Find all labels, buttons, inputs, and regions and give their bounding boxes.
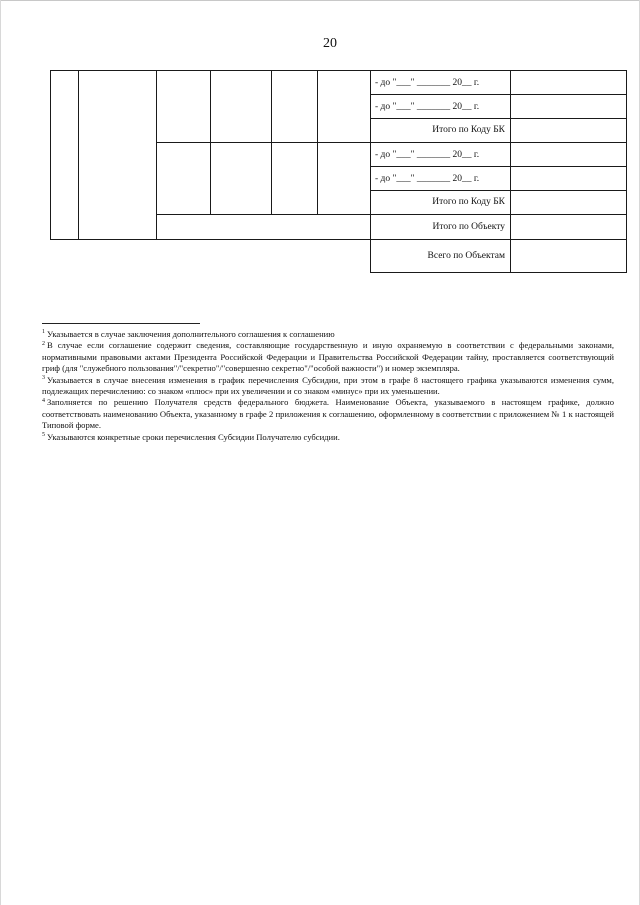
page-number: 20 <box>323 36 337 51</box>
footnote-marker: 1 <box>42 329 45 336</box>
total-by-bk-cell: Итого по Коду БК <box>432 125 505 135</box>
period-cell: - до "___" _______ 20__ г. <box>375 102 480 112</box>
footnote-text: Заполняется по решению Получателя средств федерального бюджета. Наименование Объекта, указываемого в настоящем графике, должно соответствовать наименованию Объекта, указанному в графе 2 приложения к соглашению, оформленному в соответствии с приложением № 1 к настоящей Типовой форме. <box>42 397 614 431</box>
period-cell: - до "___" _______ 20__ г. <box>375 174 480 184</box>
total-by-bk-cell: Итого по Коду БК <box>432 197 505 207</box>
total-all-objects-cell: Всего по Объектам <box>427 251 505 261</box>
footnotes <box>42 329 614 443</box>
footnote-marker: 5 <box>42 431 45 438</box>
footnote-text: В случае если соглашение содержит сведения, составляющие государственную и иную охраняемую в соответствии с федеральными законами, нормативными правовыми актами Президента Российской Федерации и Правительства Российской Федерации тайну, проставляется соответствующий гриф (для "служебного пользования"/"секретно"/"совершенно секретно"/"особой важности") и номер экземпляра. <box>42 340 614 374</box>
footnote <box>42 329 614 340</box>
footnote-text: Указывается в случае заключения дополнительного соглашения к соглашению <box>47 329 335 339</box>
footnote-marker: 2 <box>42 340 45 347</box>
total-by-object-cell: Итого по Объекту <box>432 222 505 232</box>
footnote <box>42 397 614 431</box>
footnote <box>42 432 614 443</box>
footnote-marker: 3 <box>42 374 45 381</box>
footnote-marker: 4 <box>42 397 45 404</box>
footnote-text: Указывается в случае внесения изменения в график перечисления Субсидии, при этом в графе 8 настоящего графика указываются изменения сумм, подлежащих перечислению: со знаком «плюс» при их увеличении и со знаком «минус» при их уменьшении. <box>42 374 614 397</box>
period-cell: - до "___" _______ 20__ г. <box>375 78 480 88</box>
footnote-text: Указываются конкретные сроки перечисления Субсидии Получателю субсидии. <box>47 431 340 442</box>
period-cell: - до "___" _______ 20__ г. <box>375 150 480 160</box>
footnote-separator <box>42 323 200 324</box>
footnote <box>42 340 614 374</box>
footnote <box>42 375 614 398</box>
